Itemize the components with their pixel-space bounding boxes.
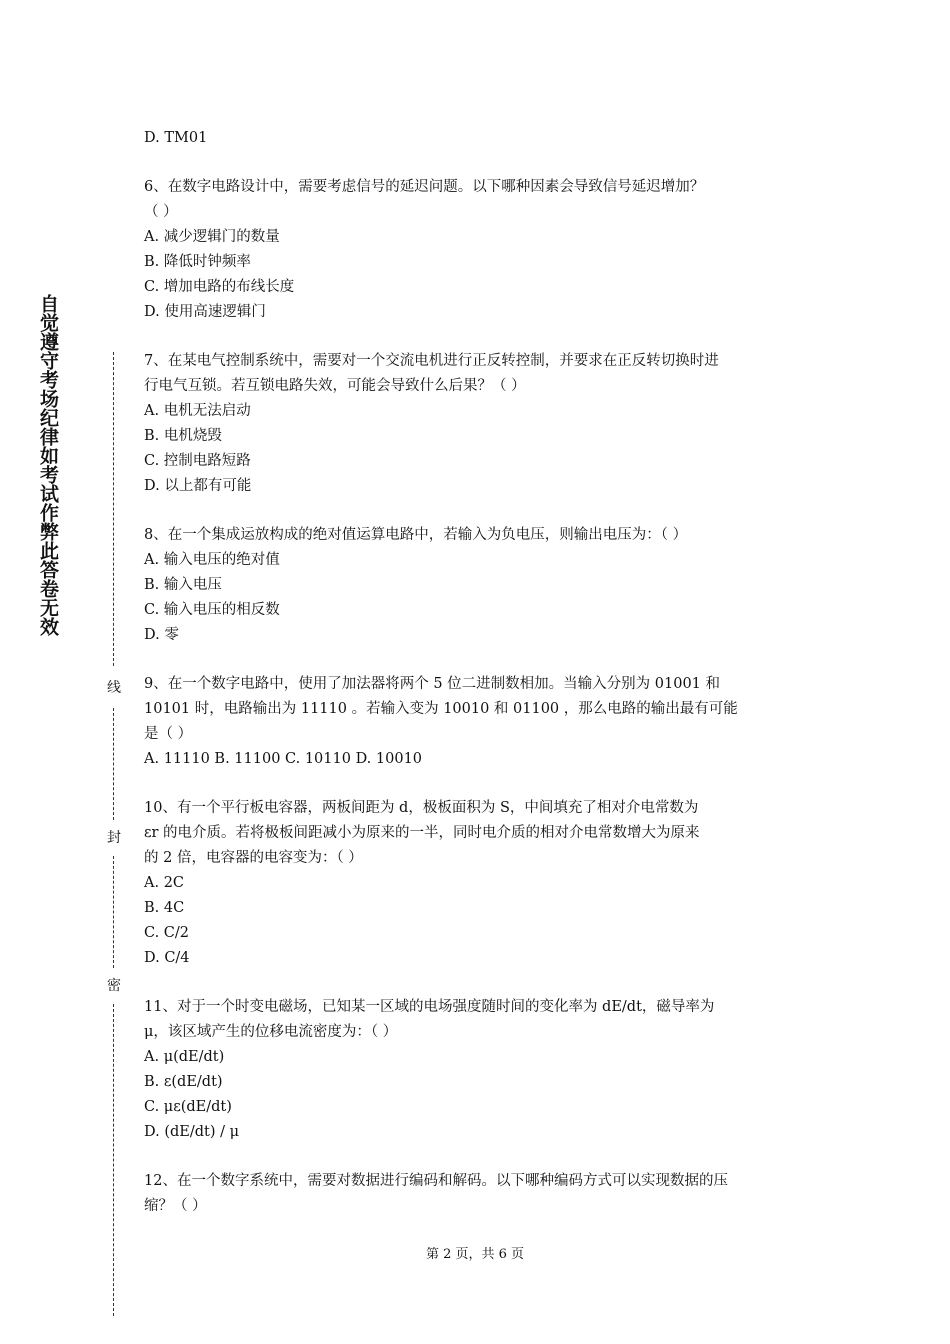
question-text-line: （ ） xyxy=(144,204,178,220)
answer-option: D. (dE/dt) / μ xyxy=(144,1124,240,1140)
binding-label-feng: 封 xyxy=(107,830,121,846)
binding-dash-segment xyxy=(113,352,114,666)
answer-option: C. 增加电路的布线长度 xyxy=(144,279,295,295)
question-text-line: 12、在一个数字系统中，需要对数据进行编码和解码。以下哪种编码方式可以实现数据的压 xyxy=(144,1173,728,1189)
answer-option: A. 电机无法启动 xyxy=(144,403,251,419)
question-text-line: 缩？（ ） xyxy=(144,1198,207,1214)
question-block xyxy=(144,995,812,1145)
question-list xyxy=(144,126,812,1219)
question-text-line: 的 2 倍，电容器的电容变为：（ ） xyxy=(144,850,363,866)
binding-dash-segment xyxy=(113,856,114,968)
question-block xyxy=(144,796,812,971)
answer-option: A. 减少逻辑门的数量 xyxy=(144,229,280,245)
question-text-line: 10101 时，电路输出为 11110 。若输入变为 10010 和 01100 ，那么电路的输出最有可能 xyxy=(144,701,738,717)
question-text-line: 8、在一个集成运放构成的绝对值运算电路中，若输入为负电压，则输出电压为：（ ） xyxy=(144,527,688,543)
answer-option: A. 输入电压的绝对值 xyxy=(144,552,280,568)
question-text-line: 11、对于一个时变电磁场，已知某一区域的电场强度随时间的变化率为 dE/dt，磁导率为 xyxy=(144,999,715,1015)
answer-option: A. μ(dE/dt) xyxy=(144,1049,225,1065)
question-block xyxy=(144,523,812,648)
answer-option: C. 输入电压的相反数 xyxy=(144,602,280,618)
question-block xyxy=(144,1169,812,1219)
answer-option: D. 以上都有可能 xyxy=(144,478,252,494)
answer-option: B. ε(dE/dt) xyxy=(144,1074,223,1090)
question-block xyxy=(144,672,812,772)
binding-label-xian: 线 xyxy=(107,680,121,696)
question-block xyxy=(144,175,812,325)
exam-discipline-notice: 自觉遵守考场纪律如考试作弊此答卷无效 xyxy=(37,294,59,636)
answer-option: D. TM01 xyxy=(144,130,208,146)
answer-option: B. 4C xyxy=(144,900,185,916)
binding-line xyxy=(106,352,122,1316)
binding-label-mi: 密 xyxy=(107,978,121,994)
answer-option: B. 输入电压 xyxy=(144,577,222,593)
page-footer: 第 2 页，共 6 页 xyxy=(425,1247,525,1262)
question-text-line: 10、有一个平行板电容器，两板间距为 d，极板面积为 S，中间填充了相对介电常数为 xyxy=(144,800,699,816)
answer-option: A. 11110 B. 11100 C. 10110 D. 10010 xyxy=(144,751,423,767)
question-text-line: 9、在一个数字电路中，使用了加法器将两个 5 位二进制数相加。当输入分别为 01001 和 xyxy=(144,676,721,692)
question-block xyxy=(144,126,812,151)
answer-option: C. με(dE/dt) xyxy=(144,1099,232,1115)
answer-option: A. 2C xyxy=(144,875,185,891)
question-text-line: 是（ ） xyxy=(144,726,193,742)
binding-dash-segment xyxy=(113,1004,114,1316)
question-text-line: μ，该区域产生的位移电流密度为：（ ） xyxy=(144,1024,398,1040)
answer-option: C. C/2 xyxy=(144,925,190,941)
question-text-line: 行电气互锁。若互锁电路失效，可能会导致什么后果？（ ） xyxy=(144,378,526,394)
answer-option: B. 降低时钟频率 xyxy=(144,254,251,270)
question-block xyxy=(144,349,812,499)
answer-option: B. 电机烧毁 xyxy=(144,428,222,444)
answer-option: D. C/4 xyxy=(144,950,190,966)
question-text-line: 6、在数字电路设计中，需要考虑信号的延迟问题。以下哪种因素会导致信号延迟增加？ xyxy=(144,179,705,195)
binding-dash-segment xyxy=(113,708,114,820)
question-text-line: 7、在某电气控制系统中，需要对一个交流电机进行正反转控制，并要求在正反转切换时进 xyxy=(144,353,719,369)
answer-option: D. 使用高速逻辑门 xyxy=(144,304,266,320)
answer-option: C. 控制电路短路 xyxy=(144,453,251,469)
question-text-line: εr 的电介质。若将极板间距减小为原来的一半，同时电介质的相对介电常数增大为原来 xyxy=(144,825,700,841)
answer-option: D. 零 xyxy=(144,627,179,643)
